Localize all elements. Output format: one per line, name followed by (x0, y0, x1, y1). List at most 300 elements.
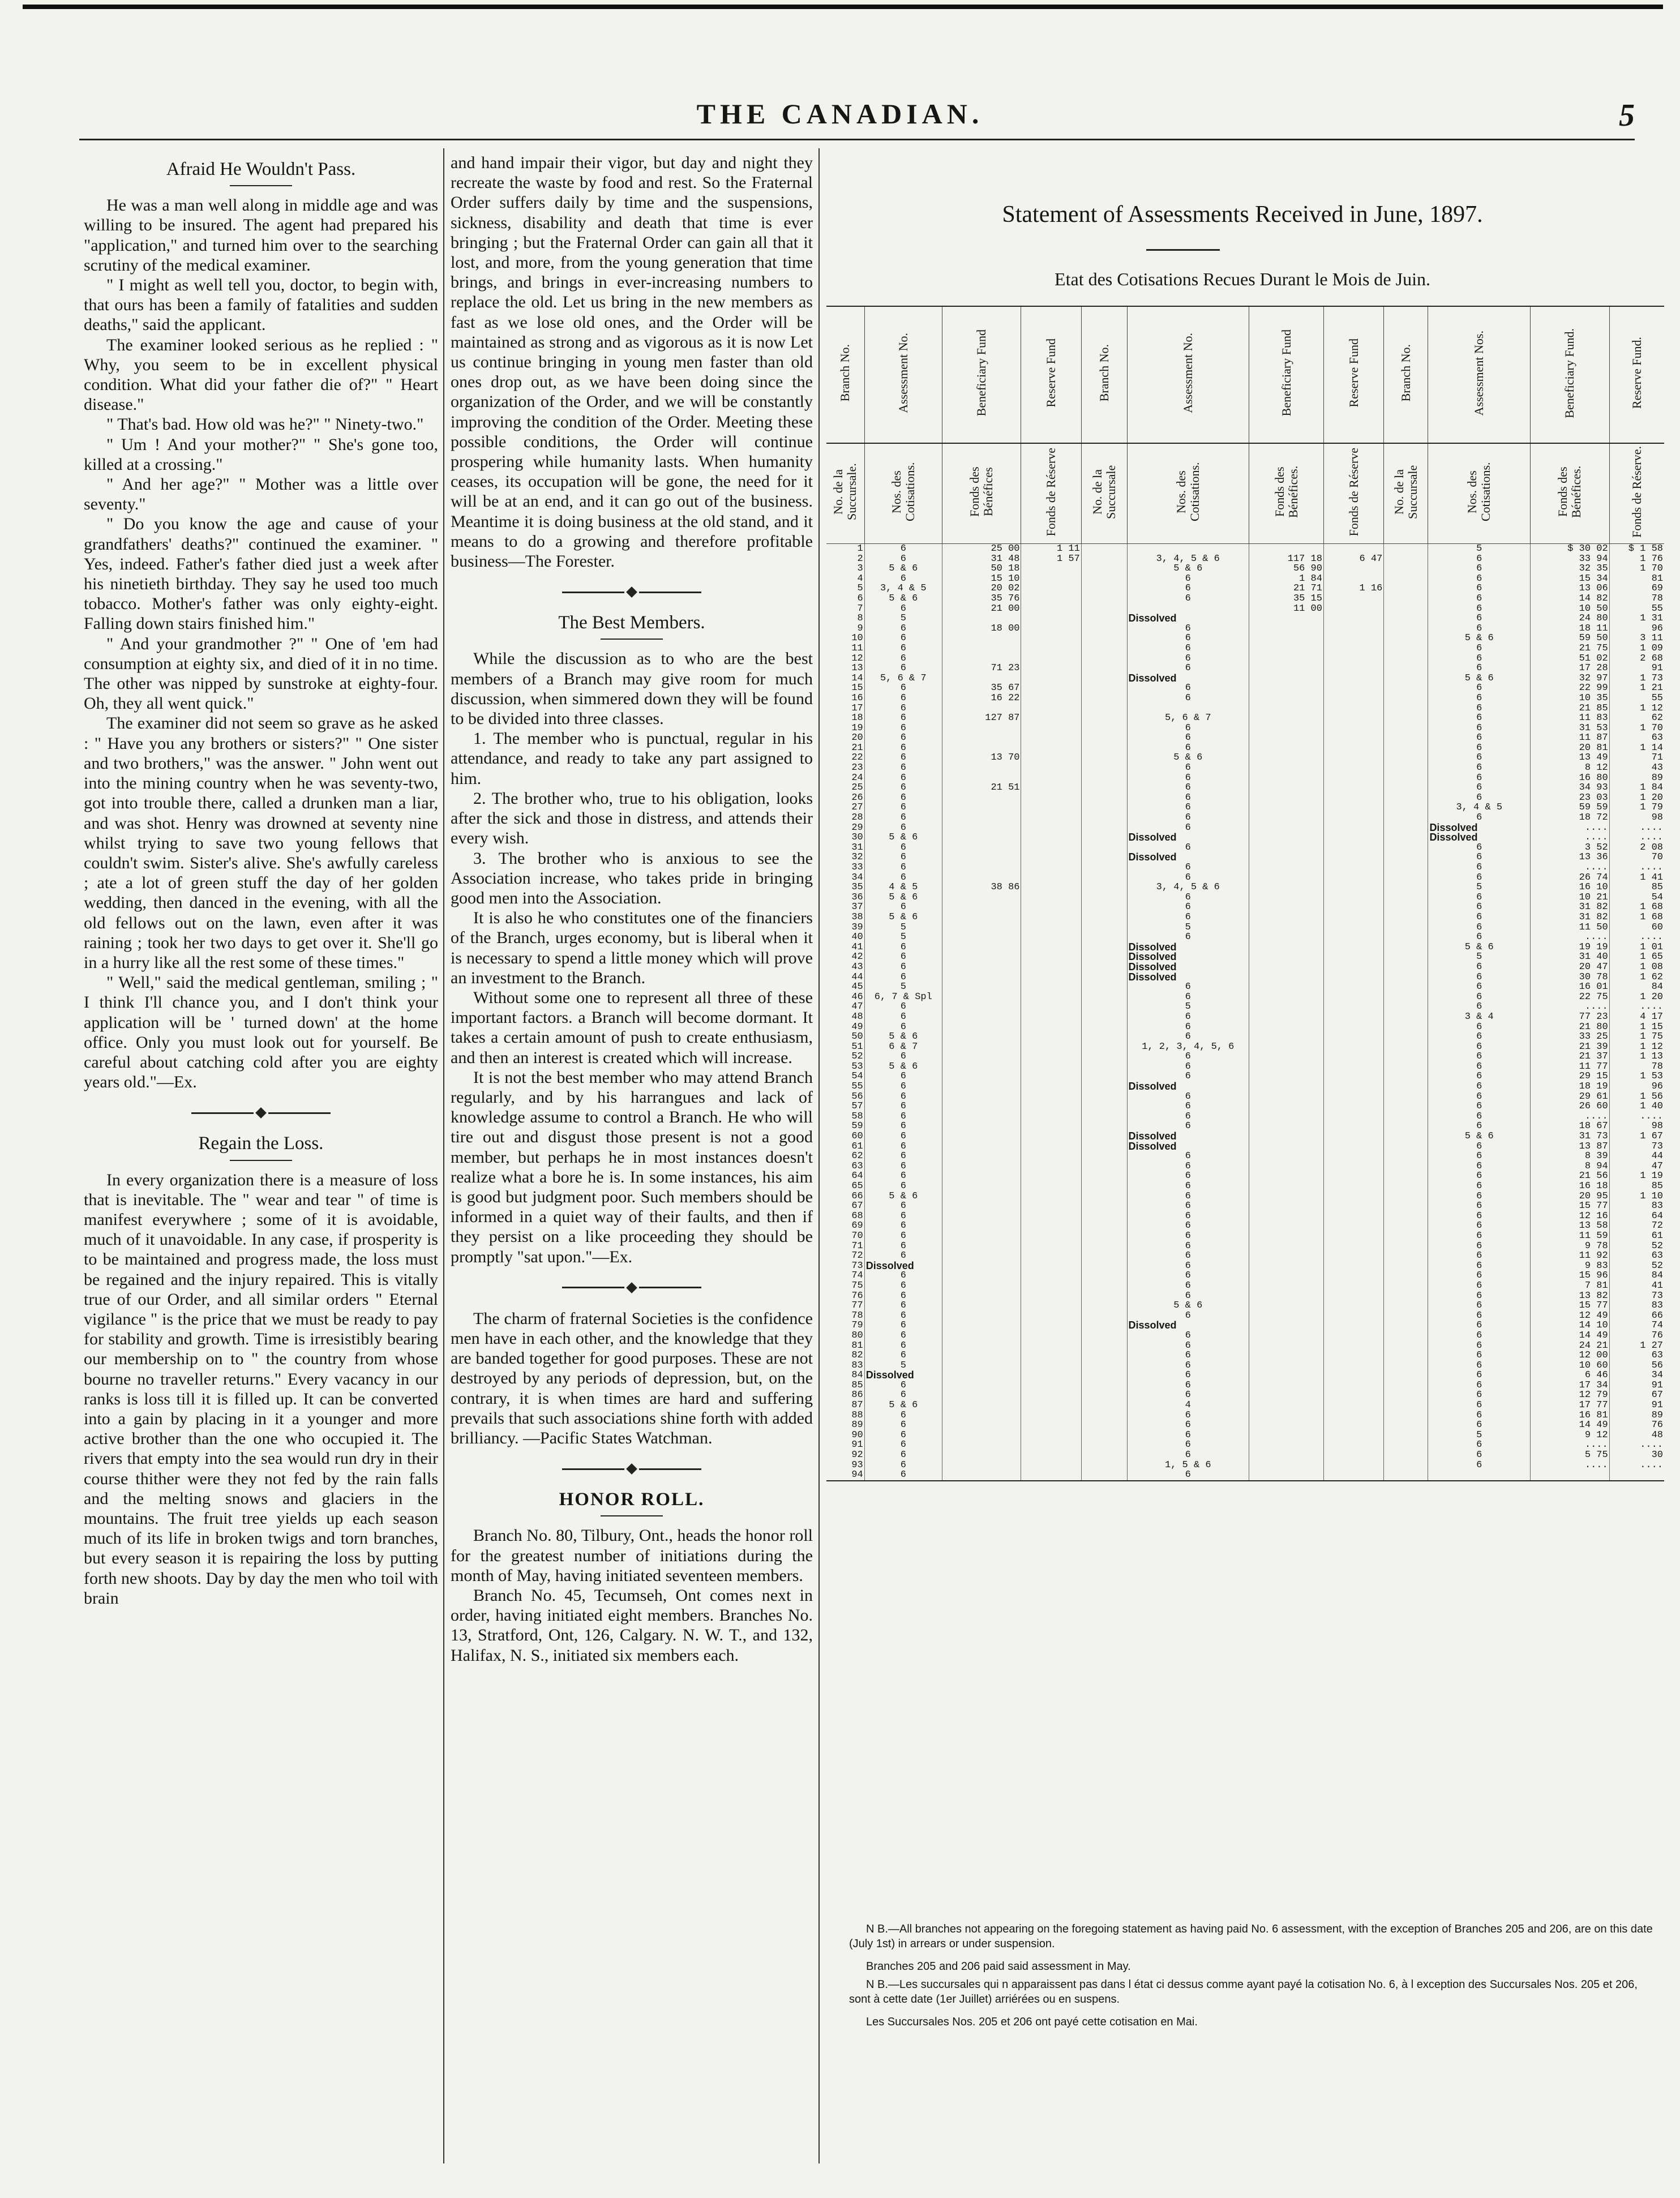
table-cell (1323, 1470, 1383, 1481)
table-cell: 6 (1428, 663, 1531, 674)
table-cell: 6 (864, 1411, 942, 1421)
table-cell: 40 (826, 932, 864, 942)
table-cell: 6 (1428, 733, 1531, 743)
table-cell: 13 58 (1531, 1221, 1610, 1231)
table-cell: Dissolved (1127, 1082, 1249, 1092)
table-cell (942, 1062, 1021, 1072)
table-cell: 6 (864, 574, 942, 584)
table-cell: 6 (1428, 793, 1531, 803)
title-rule (601, 639, 663, 640)
table-cell (942, 1271, 1021, 1281)
paragraph: " Do you know the age and cause of your grandfathers' deaths?" continued the examiner. " Yes, indeed. Father's father died just a week after his ninetieth birthday. They say he used too much tobacco. Mother's father was only eighty-eight. Falling down stairs finished him." (84, 515, 438, 633)
table-cell (1323, 1331, 1383, 1341)
table-cell (1323, 633, 1383, 644)
section-divider (451, 1284, 813, 1292)
table-cell: 78 (826, 1311, 864, 1321)
table-cell: 91 (1651, 663, 1663, 674)
table-cell (1081, 773, 1127, 783)
table-cell (1323, 564, 1383, 574)
table-cell (1384, 1162, 1428, 1172)
table-cell: 6 (864, 1251, 942, 1261)
table-cell (1021, 743, 1081, 753)
table-cell: 6 (1127, 932, 1249, 942)
table-cell (1323, 683, 1383, 693)
table-cell: 21 37 (1531, 1052, 1610, 1062)
table-cell: 75 (826, 1281, 864, 1291)
table-cell: 20 02 (942, 584, 1021, 594)
table-cell (1384, 624, 1428, 634)
table-cell: 1 31 (1640, 614, 1663, 624)
table-cell (942, 1331, 1021, 1341)
table-cell: 31 73 (1531, 1132, 1610, 1142)
table-row (826, 1470, 1664, 1481)
table-cell (1384, 564, 1428, 574)
table-cell (1081, 1112, 1127, 1122)
table-cell (1323, 902, 1383, 912)
table-row (826, 633, 1664, 644)
table-cell: Dissolved (1127, 614, 1249, 624)
table-cell (1249, 962, 1324, 972)
table-cell (1021, 783, 1081, 793)
table-cell: 6 (864, 952, 942, 962)
table-cell (1249, 1450, 1324, 1460)
table-cell: 35 (826, 882, 864, 893)
table-cell (1249, 1390, 1324, 1400)
table-cell (1323, 1022, 1383, 1032)
table-cell (1021, 1121, 1081, 1132)
table-cell (1323, 1241, 1383, 1252)
table-cell (942, 743, 1021, 753)
table-cell (1384, 1121, 1428, 1132)
table-cell: 6 (1428, 584, 1531, 594)
table-cell (942, 633, 1021, 644)
column-rule (443, 148, 444, 2163)
table-cell (942, 1121, 1021, 1132)
table-cell: 6 (1127, 1022, 1249, 1032)
table-cell: 6 (1428, 813, 1531, 823)
column-header-french: No. de la Succursale. (826, 443, 864, 544)
table-cell (942, 1301, 1021, 1311)
column-header: Assessment Nos. (1428, 306, 1531, 443)
table-cell (1021, 644, 1081, 654)
table-cell: 76 (1651, 1420, 1663, 1430)
table-cell: 6 (1428, 1331, 1531, 1341)
table-cell (1021, 932, 1081, 942)
table-cell: 3 (826, 564, 864, 574)
table-cell: 5 & 6 (1428, 633, 1531, 644)
table-cell (1127, 604, 1249, 614)
table-cell (1249, 1281, 1324, 1291)
table-cell: 6 (864, 1181, 942, 1192)
table-cell: 16 01 (1531, 982, 1610, 992)
top-border-rule (23, 5, 1663, 9)
table-cell (1249, 723, 1324, 734)
table-cell: 5 & 6 (1428, 942, 1531, 953)
table-cell: 66 (826, 1192, 864, 1202)
table-cell: 6 (1428, 1440, 1531, 1450)
table-cell (1384, 1440, 1428, 1450)
assessment-table-wrap (826, 306, 1664, 1481)
article-body (451, 1526, 813, 1665)
table-cell: 32 (826, 852, 864, 863)
table-cell (942, 1181, 1021, 1192)
table-cell: 1 40 (1640, 1102, 1663, 1112)
paragraph: " I might as well tell you, doctor, to begin with, that ours has been a family of fatalities and sudden deaths," said the applicant. (84, 276, 438, 335)
table-cell: 6 (1127, 644, 1249, 654)
table-cell: 6 (864, 663, 942, 674)
table-cell: .... (1531, 833, 1610, 843)
table-cell (1384, 1132, 1428, 1142)
table-cell (1021, 1311, 1081, 1321)
table-cell (1384, 544, 1428, 554)
table-cell (1249, 863, 1324, 873)
table-cell: 16 (826, 693, 864, 704)
table-cell (1021, 1271, 1081, 1281)
table-cell (1021, 1261, 1081, 1271)
table-cell: 31 48 (942, 554, 1021, 564)
table-cell (1384, 1400, 1428, 1411)
table-cell: 6 (864, 1470, 942, 1481)
table-cell (1021, 674, 1081, 684)
table-cell (942, 952, 1021, 962)
table-cell (1323, 1211, 1383, 1222)
article-title: Afraid He Wouldn't Pass. (166, 159, 356, 179)
table-row (826, 803, 1664, 813)
table-cell (942, 1002, 1021, 1012)
table-cell: 6 (1428, 614, 1531, 624)
table-cell: 39 (826, 923, 864, 933)
table-cell (942, 1221, 1021, 1231)
table-cell (1384, 594, 1428, 604)
table-cell (1384, 554, 1428, 564)
table-cell (1081, 962, 1127, 972)
table-cell (1249, 882, 1324, 893)
table-cell (1249, 743, 1324, 753)
table-cell: 1 76 (1640, 554, 1663, 564)
table-cell: 65 (826, 1181, 864, 1192)
table-cell: 64 (1651, 1211, 1663, 1222)
table-cell: 18 00 (942, 624, 1021, 634)
table-cell: 6 47 (1323, 554, 1383, 564)
table-cell: 10 50 (1531, 604, 1610, 614)
table-cell (1021, 1370, 1081, 1381)
table-cell (1323, 1291, 1383, 1301)
table-cell: 6 (1127, 1052, 1249, 1062)
table-cell: 72 (826, 1251, 864, 1261)
table-cell: 98 (1651, 1121, 1663, 1132)
table-cell: 52 (1651, 1261, 1663, 1271)
table-cell: Dissolved (1127, 1142, 1249, 1152)
table-row (826, 1430, 1664, 1441)
table-cell: .... (1531, 1112, 1610, 1122)
table-cell (1021, 833, 1081, 843)
table-cell: 6 (1127, 584, 1249, 594)
table-cell: 12 (826, 654, 864, 664)
table-cell: 6 (864, 753, 942, 763)
table-cell: 67 (826, 1201, 864, 1211)
table-cell: 6 (1428, 1301, 1531, 1311)
table-cell (1323, 544, 1383, 554)
table-cell (1081, 873, 1127, 883)
table-cell: 33 (826, 863, 864, 873)
table-cell (1249, 1121, 1324, 1132)
table-cell: 17 77 (1531, 1400, 1610, 1411)
table-cell: Dissolved (1127, 962, 1249, 972)
table-cell: 5 & 6 (1428, 674, 1531, 684)
table-cell (1249, 1201, 1324, 1211)
table-cell: 16 10 (1531, 882, 1610, 893)
table-cell: 81 (826, 1341, 864, 1351)
table-row (826, 1261, 1664, 1271)
table-cell (942, 852, 1021, 863)
table-row (826, 1112, 1664, 1122)
table-cell (1249, 1321, 1324, 1331)
table-row (826, 1411, 1664, 1421)
table-cell: 6 (1428, 1281, 1531, 1291)
table-cell: 11 59 (1531, 1231, 1610, 1241)
table-cell (1081, 1121, 1127, 1132)
table-cell: 4 & 5 (864, 882, 942, 893)
table-cell (942, 1450, 1021, 1460)
paragraph: " And her age?" " Mother was a little over seventy." (84, 475, 438, 514)
table-cell: 6 (1127, 1012, 1249, 1022)
table-cell (1021, 852, 1081, 863)
table-cell: 91 (826, 1440, 864, 1450)
table-row (826, 584, 1664, 594)
table-cell (1249, 942, 1324, 953)
table-cell (1384, 1460, 1428, 1471)
table-row (826, 1022, 1664, 1032)
table-cell (1249, 1221, 1324, 1231)
table-cell (942, 1261, 1021, 1271)
table-cell: 6 (864, 1301, 942, 1311)
table-cell (1323, 723, 1383, 734)
table-row (826, 683, 1664, 693)
title-rule (1146, 249, 1220, 251)
table-cell (1021, 1082, 1081, 1092)
table-cell: 6 (1428, 1460, 1531, 1471)
table-cell (1021, 1381, 1081, 1391)
table-cell: 6 (1428, 1171, 1531, 1181)
column-rule (818, 148, 820, 2163)
table-cell: 1 15 (1640, 1022, 1663, 1032)
table-cell (1021, 1142, 1081, 1152)
table-cell (1081, 1032, 1127, 1042)
table-cell: 6 (1127, 594, 1249, 604)
table-cell: 8 (826, 614, 864, 624)
statement-notes (849, 1922, 1653, 2033)
table-cell: 9 (826, 624, 864, 634)
table-cell: Dissolved (1127, 1321, 1249, 1331)
table-row (826, 1251, 1664, 1261)
table-cell: 63 (826, 1162, 864, 1172)
table-cell (1021, 763, 1081, 773)
table-cell: 5 (1127, 1002, 1249, 1012)
table-cell: 6 (1428, 1121, 1531, 1132)
table-cell (1021, 1192, 1081, 1202)
table-row (826, 1211, 1664, 1222)
table-cell (1081, 594, 1127, 604)
table-cell: 3, 4, 5 & 6 (1127, 882, 1249, 893)
column-header-french: Fonds des Bénéfices (942, 443, 1021, 544)
table-cell (1081, 1171, 1127, 1181)
table-cell (1428, 1470, 1531, 1481)
table-cell (1081, 1381, 1127, 1391)
table-cell: 6 (1428, 1361, 1531, 1371)
table-cell: 6 (1127, 1351, 1249, 1361)
table-cell: 14 49 (1531, 1420, 1610, 1430)
table-cell: 58 (826, 1112, 864, 1122)
table-cell: 6 (864, 1022, 942, 1032)
table-cell: 6 (1127, 1450, 1249, 1460)
table-cell: 84 (1651, 1271, 1663, 1281)
table-cell (1249, 1430, 1324, 1441)
table-cell: 32 97 (1531, 674, 1610, 684)
table-cell: 1 65 (1640, 952, 1663, 962)
paragraph: It is also he who constitutes one of the financiers of the Branch, urges economy, but is liberal when it is necessary to spend a little money which will prove an investment to the Branch. (451, 909, 813, 987)
table-cell: 26 60 (1531, 1102, 1610, 1112)
table-cell: 6 (864, 1430, 942, 1441)
table-cell: 12 16 (1531, 1211, 1610, 1222)
table-cell (942, 1052, 1021, 1062)
table-cell (942, 1311, 1021, 1321)
table-cell: 22 (826, 753, 864, 763)
table-cell (1021, 1231, 1081, 1241)
table-cell (1384, 813, 1428, 823)
table-cell: 89 (826, 1420, 864, 1430)
table-cell (1021, 773, 1081, 783)
table-cell: 1 57 (1021, 554, 1081, 564)
table-cell: .... (1640, 1440, 1663, 1451)
table-cell: 6 (1127, 1032, 1249, 1042)
table-cell: 52 (826, 1052, 864, 1062)
section-divider (451, 1465, 813, 1473)
table-cell: 83 (1651, 1301, 1663, 1311)
table-cell (1021, 1171, 1081, 1181)
table-cell (1384, 1012, 1428, 1022)
table-cell (1384, 893, 1428, 903)
table-cell (1249, 733, 1324, 743)
table-cell: .... (1640, 833, 1663, 843)
table-cell (942, 1082, 1021, 1092)
table-cell: 2 (826, 554, 864, 564)
table-cell (1021, 1151, 1081, 1162)
table-cell (942, 704, 1021, 714)
table-cell: 6 (864, 1151, 942, 1162)
table-cell: 6 (864, 1390, 942, 1400)
table-cell (942, 1370, 1021, 1381)
table-cell: 1 84 (1249, 574, 1324, 584)
paragraph: 1. The member who is punctual, regular in his attendance, and ready to take any part assigned to him. (451, 729, 813, 788)
table-cell: 16 80 (1531, 773, 1610, 783)
table-cell (1384, 923, 1428, 933)
table-cell: 7 (826, 604, 864, 614)
table-row (826, 1082, 1664, 1092)
table-cell: 14 49 (1531, 1331, 1610, 1341)
table-cell (1249, 833, 1324, 843)
table-cell: 6 (1428, 1351, 1531, 1361)
table-cell: 6 (864, 1321, 942, 1331)
table-cell (1323, 614, 1383, 624)
table-cell: Dissolved (1127, 674, 1249, 684)
table-cell (1323, 1301, 1383, 1311)
table-cell (1249, 902, 1324, 912)
table-cell (1021, 1420, 1081, 1430)
table-cell (1384, 1370, 1428, 1381)
table-cell (1021, 1450, 1081, 1460)
table-cell (1081, 1370, 1127, 1381)
table-cell (1323, 1381, 1383, 1391)
table-cell (1081, 674, 1127, 684)
table-cell (1081, 1450, 1127, 1460)
masthead-title: THE CANADIAN. (696, 98, 984, 130)
table-cell: 56 90 (1249, 564, 1324, 574)
table-cell (1081, 1201, 1127, 1211)
table-cell: 21 71 (1249, 584, 1324, 594)
table-cell: 24 (826, 773, 864, 783)
table-cell (1249, 1420, 1324, 1430)
table-cell (1081, 1261, 1127, 1271)
table-cell: 19 (826, 723, 864, 734)
table-cell: 6 (864, 1241, 942, 1252)
table-cell (1021, 1351, 1081, 1361)
assessment-table (826, 306, 1664, 1481)
table-cell: 4 (1127, 1400, 1249, 1411)
table-cell: 6 (864, 813, 942, 823)
table-cell: 6 (1428, 1370, 1531, 1381)
table-cell (1021, 882, 1081, 893)
table-cell: 6 (1127, 773, 1249, 783)
table-cell (1323, 1112, 1383, 1122)
table-cell (1081, 604, 1127, 614)
table-cell (1081, 1460, 1127, 1471)
table-cell: 1 70 (1640, 723, 1663, 734)
table-cell (942, 1361, 1021, 1371)
table-cell: 76 (1651, 1330, 1663, 1341)
table-cell (1021, 1361, 1081, 1371)
table-cell (1081, 693, 1127, 704)
table-cell (1021, 893, 1081, 903)
table-cell (1249, 1171, 1324, 1181)
table-cell (1384, 932, 1428, 942)
table-cell (1081, 1221, 1127, 1231)
table-cell: 11 77 (1531, 1062, 1610, 1072)
table-cell: 6 (1127, 624, 1249, 634)
table-cell: 44 (1651, 1151, 1663, 1162)
table-cell: 64 (826, 1171, 864, 1181)
table-cell (1081, 1470, 1127, 1481)
table-cell (1323, 1121, 1383, 1132)
table-cell (1081, 813, 1127, 823)
table-cell (1081, 584, 1127, 594)
table-cell: 10 21 (1531, 893, 1610, 903)
table-cell: 6 (1127, 843, 1249, 853)
table-cell: 2 68 (1640, 653, 1663, 664)
table-cell: 6 (1127, 1102, 1249, 1112)
table-cell (1021, 723, 1081, 734)
table-cell (1249, 1002, 1324, 1012)
article-body (451, 649, 813, 1266)
table-cell: 9 83 (1531, 1261, 1610, 1271)
table-cell (1323, 823, 1383, 833)
table-cell (1249, 1211, 1324, 1222)
table-cell: 6 (1127, 1241, 1249, 1252)
table-cell (1323, 1221, 1383, 1231)
table-cell (1384, 574, 1428, 584)
table-cell (1249, 912, 1324, 923)
table-cell: 6 (864, 1351, 942, 1361)
table-cell (1384, 823, 1428, 833)
